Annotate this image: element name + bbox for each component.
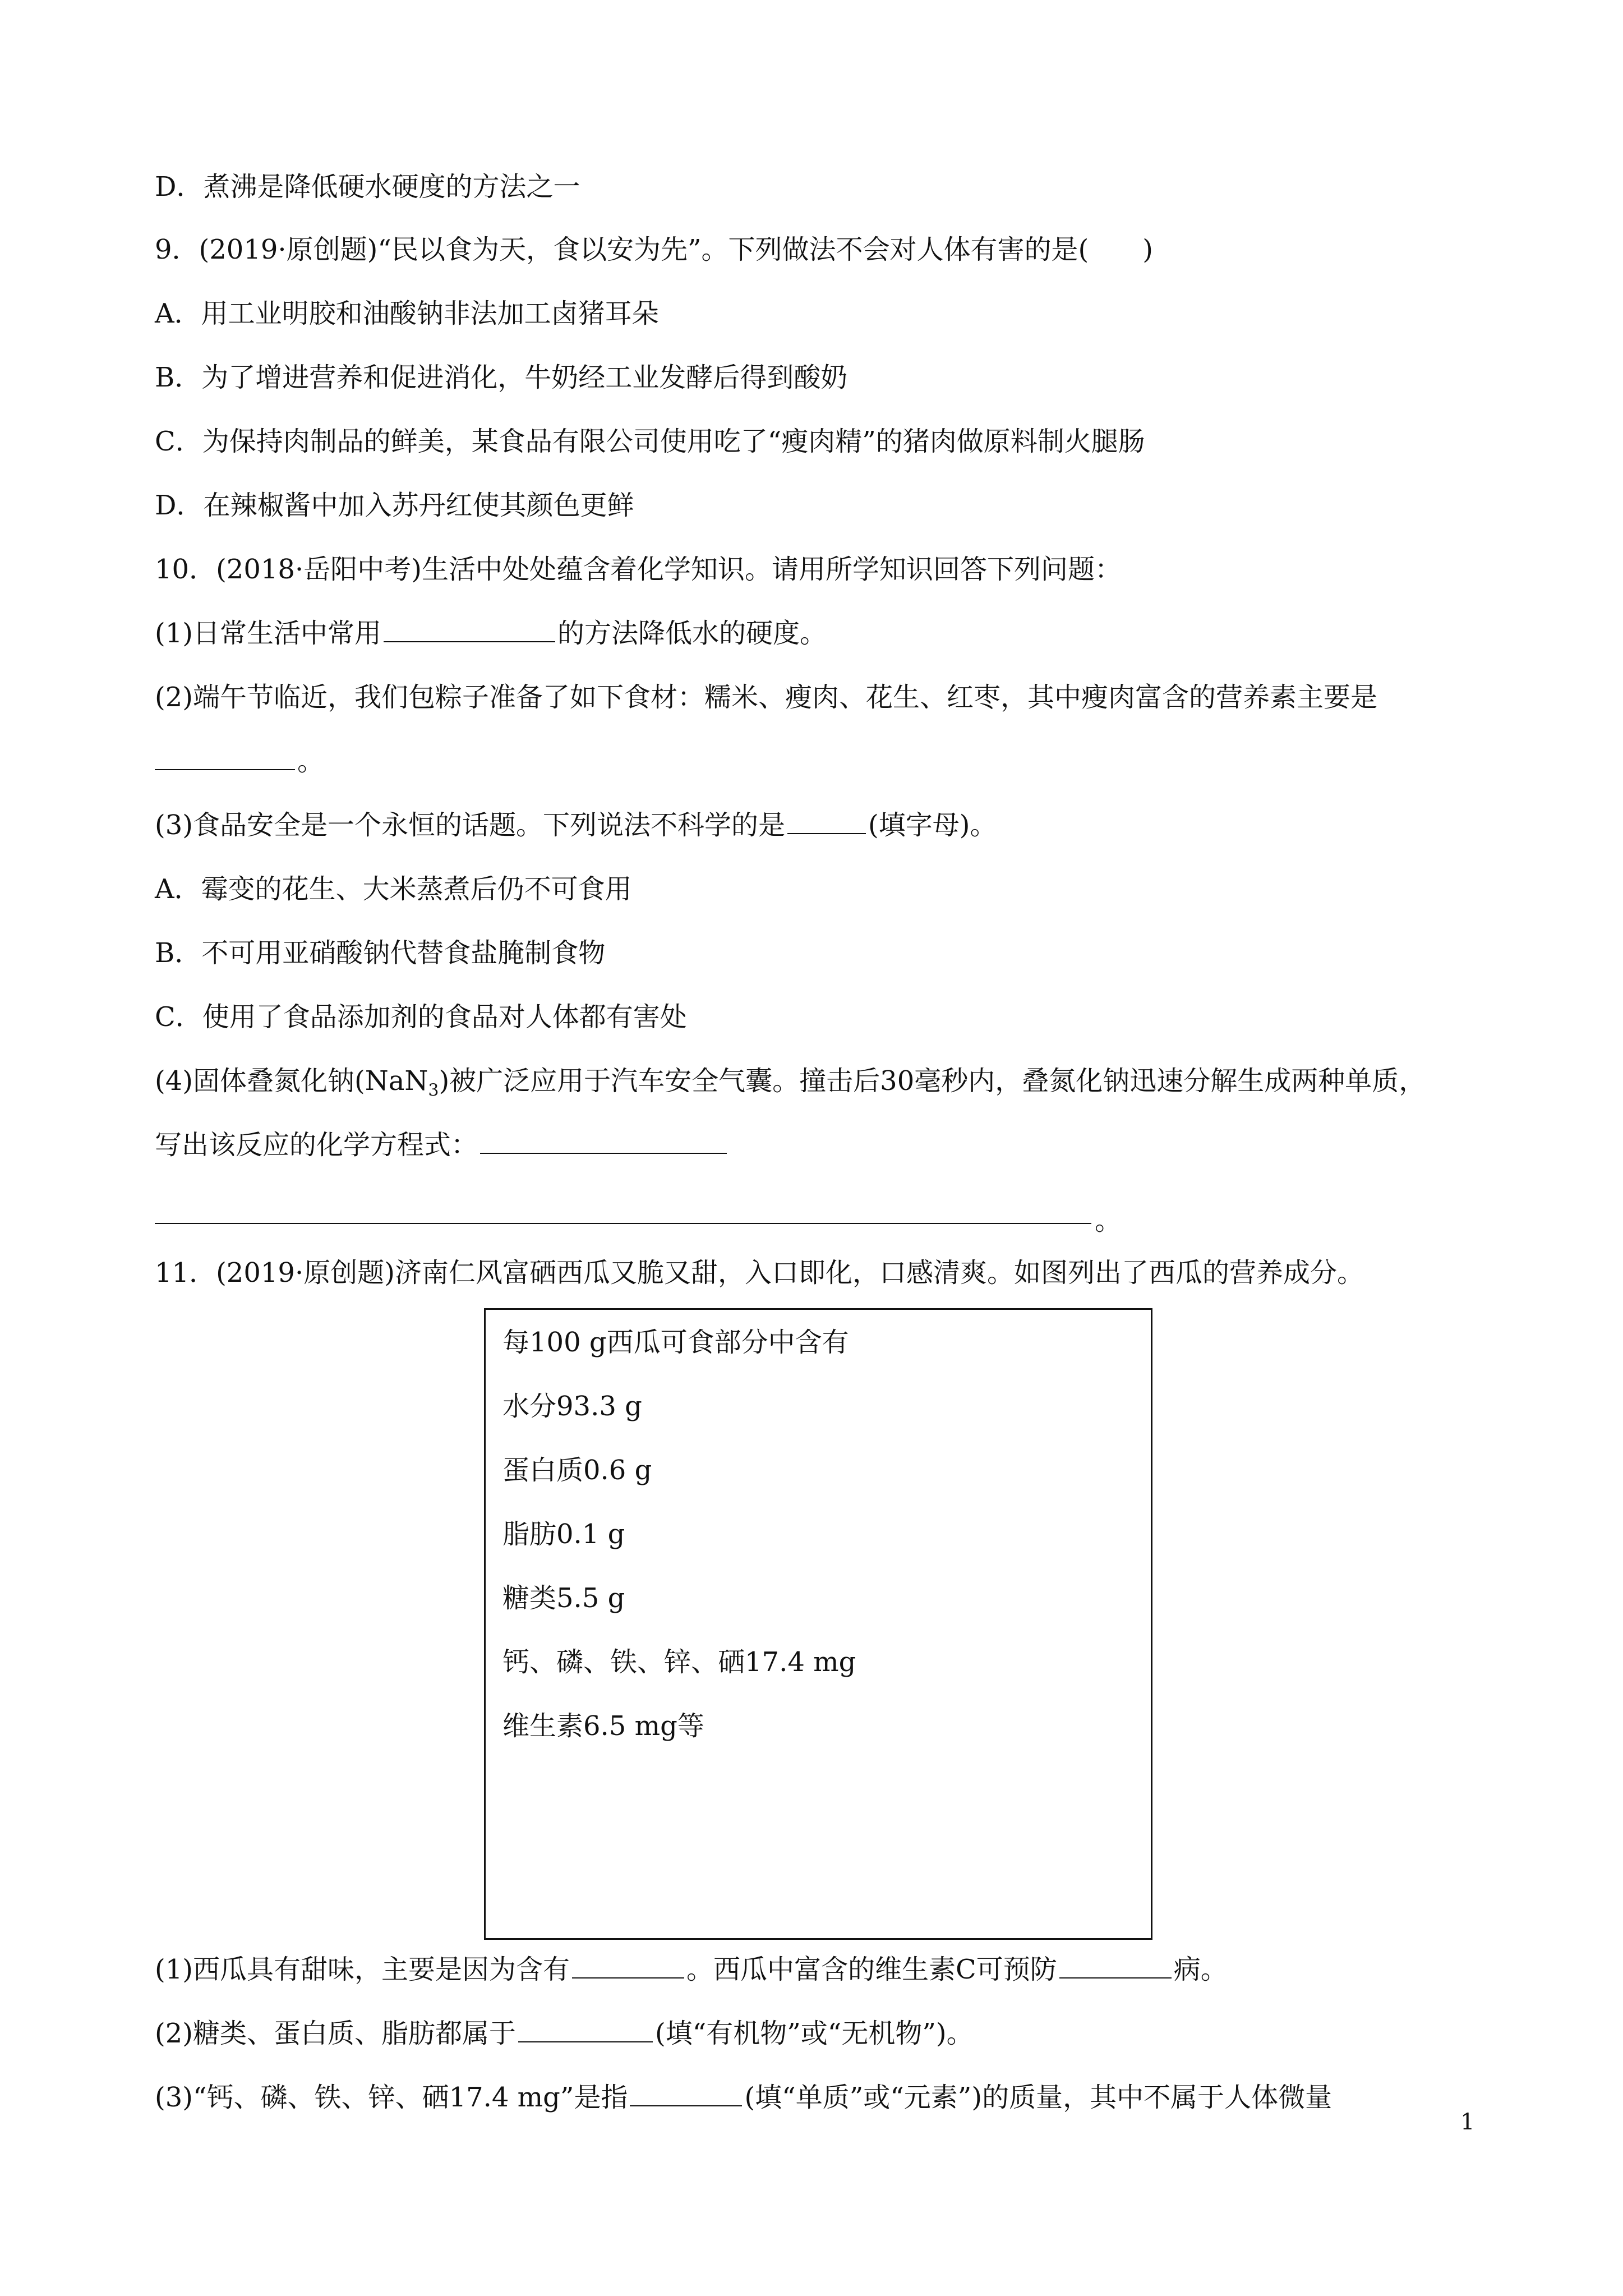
q10-4-answer-line[interactable] — [155, 1223, 1091, 1224]
q11-2-answer-blank[interactable] — [518, 2017, 653, 2042]
q11-3-text-after: (填“单质”或“元素”)的质量，其中不属于人体微量 — [744, 2082, 1332, 2113]
nutrition-item: 每100 g西瓜可食部分中含有 — [502, 1327, 849, 1358]
q10-4-end: 。 — [1095, 1205, 1122, 1236]
q10-1-text-after: 的方法降低水的硬度。 — [557, 618, 827, 649]
q10-part-2-continued — [155, 744, 324, 778]
question-9: 9．(2019·原创题)“民以食为天，食以安为先”。下列做法不会对人体有害的是( ) — [155, 234, 1153, 265]
q11-part-2 — [155, 2017, 974, 2050]
q10-3-text-before: (3)食品安全是一个永恒的话题。下列说法不科学的是 — [155, 809, 785, 841]
q10-1-text-before: (1)日常生活中常用 — [155, 618, 381, 649]
q11-1-text-middle: 。西瓜中富含的维生素C可预防 — [686, 1954, 1057, 1985]
question-11: 11．(2019·原创题)济南仁风富硒西瓜又脆又甜，入口即化，口感清爽。如图列出了西瓜的营养成分。 — [155, 1257, 1364, 1289]
q10-part-3 — [155, 808, 997, 842]
q11-2-text-after: (填“有机物”或“无机物”)。 — [655, 2018, 974, 2049]
q10-4-text-before: (4)固体叠氮化钠(NaN — [155, 1065, 428, 1097]
q10-4-subscript: 3 — [428, 1080, 439, 1101]
q11-1-answer-blank-1[interactable] — [572, 1953, 684, 1978]
nutrition-facts-box — [484, 1308, 1152, 1940]
q10-part-1 — [155, 616, 827, 650]
q11-1-text-after: 病。 — [1173, 1954, 1228, 1985]
nutrition-item: 蛋白质0.6 g — [502, 1455, 652, 1486]
q11-part-1 — [155, 1953, 1228, 1986]
q9-option-c: C．为保持肉制品的鲜美，某食品有限公司使用吃了“瘦肉精”的猪肉做原料制火腿肠 — [155, 426, 1145, 457]
q10-3-option-a: A．霉变的花生、大米蒸煮后仍不可食用 — [155, 873, 632, 905]
question-10: 10．(2018·岳阳中考)生活中处处蕴含着化学知识。请用所学知识回答下列问题： — [155, 554, 1122, 585]
q10-3-text-after: (填字母)。 — [868, 809, 997, 841]
q10-part-4 — [155, 1064, 1426, 1108]
q8-option-d: D．煮沸是降低硬水硬度的方法之一 — [155, 171, 580, 203]
q11-3-answer-blank[interactable] — [630, 2081, 742, 2106]
q10-2-answer-blank[interactable] — [155, 744, 295, 770]
q10-1-answer-blank[interactable] — [384, 616, 555, 642]
page-number: 1 — [1460, 2109, 1475, 2135]
q11-3-text-before: (3)“钙、磷、铁、锌、硒17.4 mg”是指 — [155, 2082, 628, 2113]
q10-3-option-c: C．使用了食品添加剂的食品对人体都有害处 — [155, 1001, 687, 1033]
q9-option-d: D．在辣椒酱中加入苏丹红使其颜色更鲜 — [155, 490, 634, 521]
nutrition-item: 钙、磷、铁、锌、硒17.4 mg — [502, 1646, 856, 1678]
q10-4-text-after: )被广泛应用于汽车安全气囊。撞击后30毫秒内，叠氮化钠迅速分解生成两种单质， — [439, 1065, 1426, 1097]
nutrition-item: 维生素6.5 mg等 — [502, 1710, 704, 1742]
q9-option-b: B．为了增进营养和促进消化，牛奶经工业发酵后得到酸奶 — [155, 362, 848, 393]
q9-option-a: A．用工业明胶和油酸钠非法加工卤猪耳朵 — [155, 298, 659, 329]
q10-part-2: (2)端午节临近，我们包粽子准备了如下食材：糯米、瘦肉、花生、红枣，其中瘦肉富含的营养素主要是 — [155, 682, 1377, 713]
q10-part-4-line2 — [155, 1128, 729, 1162]
nutrition-item: 水分93.3 g — [502, 1391, 642, 1422]
q11-2-text-before: (2)糖类、蛋白质、脂肪都属于 — [155, 2018, 516, 2049]
q11-1-answer-blank-2[interactable] — [1059, 1953, 1172, 1978]
q10-4-answer-blank[interactable] — [480, 1128, 727, 1154]
q10-3-option-b: B．不可用亚硝酸钠代替食盐腌制食物 — [155, 937, 606, 969]
q10-4-prompt: 写出该反应的化学方程式： — [155, 1129, 478, 1161]
nutrition-item: 糖类5.5 g — [502, 1582, 625, 1614]
q11-1-text-before: (1)西瓜具有甜味，主要是因为含有 — [155, 1954, 570, 1985]
q11-part-3 — [155, 2081, 1332, 2114]
q10-3-answer-blank[interactable] — [787, 808, 866, 834]
nutrition-item: 脂肪0.1 g — [502, 1519, 625, 1550]
q10-2-end: 。 — [297, 746, 325, 777]
